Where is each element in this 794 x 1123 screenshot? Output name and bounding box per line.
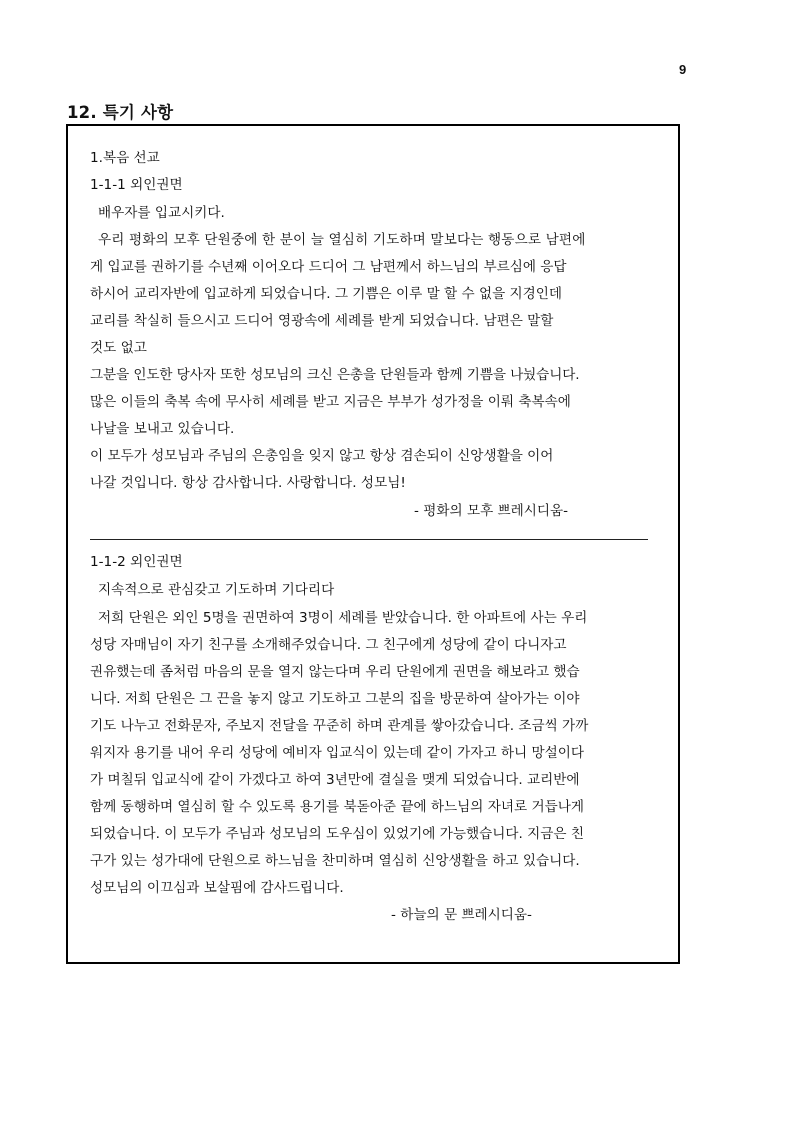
section-heading: 12. 특기 사항 <box>67 103 174 122</box>
category-label: 1.복음 선교 <box>90 150 160 166</box>
body-line: 게 입교를 권하기를 수년째 이어오다 드디어 그 남편께서 하느님의 부르심에 응답 <box>90 259 567 275</box>
body-line: 그분을 인도한 당사자 또한 성모님의 크신 은총을 단원들과 함께 기쁨을 나눴습니다. <box>90 367 580 383</box>
body-line: 우리 평화의 모후 단원중에 한 분이 늘 열심히 기도하며 말보다는 행동으로 남편에 <box>98 232 586 248</box>
entry-code: 1-1-1 외인권면 <box>90 177 183 193</box>
divider <box>90 539 648 540</box>
body-line: 되었습니다. 이 모두가 주님과 성모님의 도우심이 있었기에 가능했습니다. 지금은 친 <box>90 826 585 842</box>
body-line: 것도 없고 <box>90 340 147 356</box>
body-line: 가 며칠뒤 입교식에 같이 가겠다고 하여 3년만에 결실을 맺게 되었습니다. 교리반에 <box>90 772 580 788</box>
body-line: 워지자 용기를 내어 우리 성당에 예비자 입교식이 있는데 같이 가자고 하니 망설이다 <box>90 745 585 761</box>
body-line: 많은 이들의 축복 속에 무사히 세례를 받고 지금은 부부가 성가정을 이뤄 축복속에 <box>90 394 571 410</box>
entry-subtitle: 지속적으로 관심갖고 기도하며 기다리다 <box>98 582 335 598</box>
body-line: 이 모두가 성모님과 주님의 은총임을 잊지 않고 항상 겸손되이 신앙생활을 이어 <box>90 448 554 464</box>
body-line: 하시어 교리자반에 입교하게 되었습니다. 그 기쁨은 이루 말 할 수 없을 지경인데 <box>90 286 563 302</box>
signature: - 하늘의 문 쁘레시디움- <box>391 907 532 923</box>
body-line: 나날을 보내고 있습니다. <box>90 421 235 437</box>
body-line: 기도 나누고 전화문자, 주보지 전달을 꾸준히 하며 관계를 쌓아갔습니다. 조금씩 가까 <box>90 718 589 734</box>
entry-subtitle: 배우자를 입교시키다. <box>98 205 225 221</box>
entry-code: 1-1-2 외인권면 <box>90 554 183 570</box>
signature: - 평화의 모후 쁘레시디움- <box>414 503 569 519</box>
body-line: 니다. 저희 단원은 그 끈을 놓지 않고 기도하고 그분의 집을 방문하여 살아가는 이야 <box>90 691 580 707</box>
body-line: 성당 자매님이 자기 친구를 소개해주었습니다. 그 친구에게 성당에 같이 다니자고 <box>90 637 567 653</box>
body-line: 저희 단원은 외인 5명을 권면하여 3명이 세례를 받았습니다. 한 아파트에 사는 우리 <box>98 610 588 626</box>
body-line: 교리를 착실히 들으시고 드디어 영광속에 세례를 받게 되었습니다. 남편은 말할 <box>90 313 554 329</box>
body-line: 성모님의 이끄심과 보살핌에 감사드립니다. <box>90 880 344 896</box>
body-line: 나갈 것입니다. 항상 감사합니다. 사랑합니다. 성모님! <box>90 475 406 491</box>
body-line: 구가 있는 성가대에 단원으로 하느님을 찬미하며 열심히 신앙생활을 하고 있습니다. <box>90 853 580 869</box>
body-line: 권유했는데 좀처럼 마음의 문을 열지 않는다며 우리 단원에게 권면을 해보라고 했습 <box>90 664 580 680</box>
page-number: 9 <box>679 62 687 77</box>
body-line: 함께 동행하며 열심히 할 수 있도록 용기를 북돋아준 끝에 하느님의 자녀로 거듭나게 <box>90 799 585 815</box>
